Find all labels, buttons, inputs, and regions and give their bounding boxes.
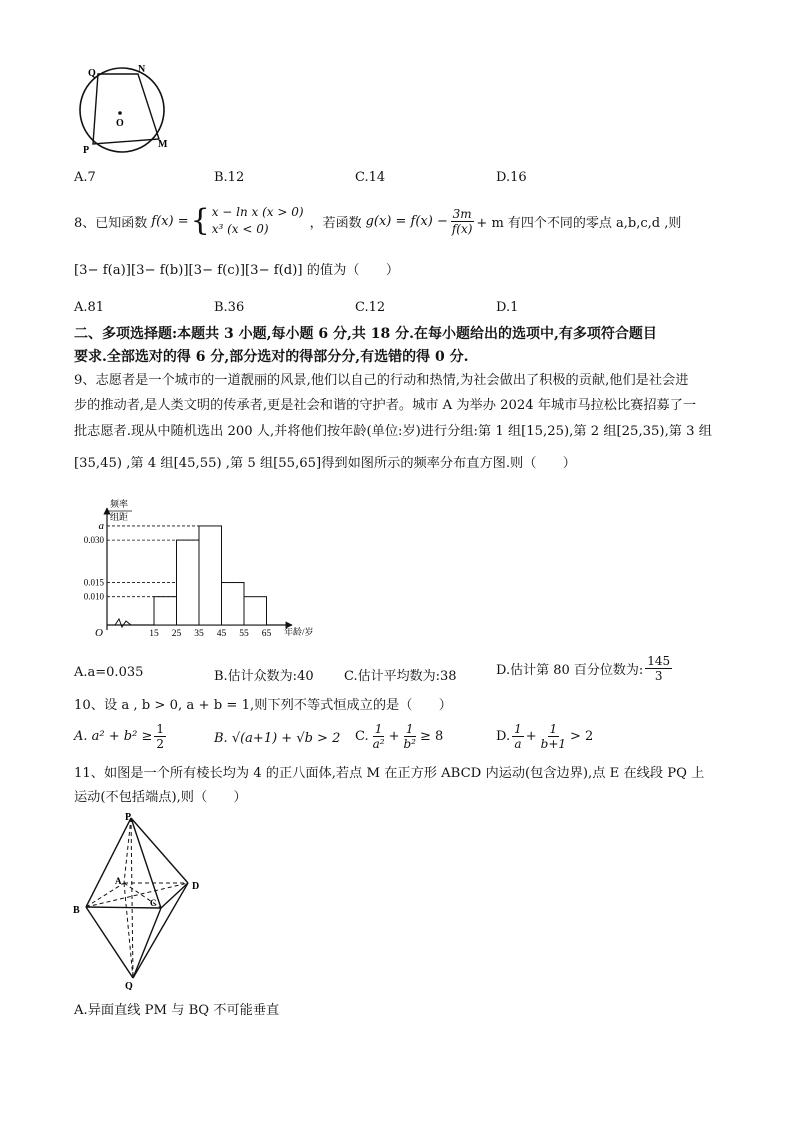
- label-n: N: [138, 64, 146, 75]
- q8-option-d: D.1: [496, 300, 519, 315]
- q8-stem: [74, 203, 681, 239]
- y-label-top: 频率: [110, 499, 129, 509]
- label-d: D: [192, 881, 200, 892]
- x-tick-label: 55: [239, 629, 249, 639]
- q10-a-text: A. a² + b² ≥: [74, 729, 153, 744]
- q10-d-n2: 1: [549, 722, 558, 736]
- q9-option-b: B.估计众数为:40: [214, 669, 314, 684]
- label-q: Q: [88, 68, 96, 79]
- x-tick-label: 65: [261, 629, 272, 639]
- q10-c-n2: 1: [405, 722, 414, 736]
- histogram-bar: [177, 540, 200, 625]
- q10-a-den: 2: [156, 737, 164, 751]
- histogram-bar: [222, 583, 245, 625]
- q8-mid: ，若函数: [309, 215, 362, 231]
- q10-c-post: ≥ 8: [420, 729, 444, 744]
- q10-option-d: D. $\frac{1}{a}$ + $\frac{1}{b+1}$ > 2: [496, 722, 594, 751]
- q7-option-b: B.12: [214, 170, 245, 185]
- q9-line4: [35,45) ,第 4 组[45,55) ,第 5 组[55,65]得到如图所示的频率分布直方图.则（ ）: [74, 456, 576, 471]
- q10-d-post: > 2: [570, 729, 594, 744]
- q7-option-d: D.16: [496, 170, 527, 185]
- q8-line2: [3− f(a)][3− f(b)][3− f(c)][3− f(d)] 的值为（ ）: [74, 263, 400, 278]
- x-tick-label: 25: [171, 629, 182, 639]
- q8-case2: x³ (x < 0): [211, 222, 269, 236]
- octahedron-figure: [70, 810, 220, 990]
- q11-option-a: A.异面直线 PM 与 BQ 不可能垂直: [74, 1003, 280, 1018]
- q8-gx: g(x) = f(x) −: [365, 213, 448, 229]
- section2-line1: 二、多项选择题:本题共 3 小题,每小题 6 分,共 18 分.在每小题给出的选项中,有多项符合题目: [74, 326, 657, 342]
- q8-case1: x − ln x (x > 0): [211, 205, 304, 219]
- q9-line3: 批志愿者.现从中随机选出 200 人,并将他们按年龄(单位:岁)进行分组:第 1 组[15,25),第 2 组[25,35),第 3 组: [74, 424, 712, 439]
- histogram-bar: [154, 597, 177, 625]
- q8-fx: f(x) =: [151, 213, 189, 229]
- frequency-histogram: [70, 490, 320, 645]
- axis-break: [107, 619, 131, 627]
- q8-piecewise: [212, 204, 304, 238]
- q9-option-d-text: D.估计第 80 百分位数为:: [496, 663, 644, 678]
- label-a: A: [115, 876, 122, 886]
- q10-c-d2: b²: [403, 737, 416, 751]
- label-c: C: [150, 898, 157, 908]
- q10-option-b: B. √(a+1) + √b > 2: [214, 731, 341, 746]
- q10-d-frac2: [539, 722, 568, 751]
- quadrilateral: [93, 74, 159, 144]
- x-label: 年龄/岁: [284, 627, 314, 637]
- q10-a-num: 1: [156, 722, 164, 736]
- q8-option-a: A.81: [74, 300, 105, 315]
- label-q: Q: [125, 981, 133, 990]
- label-o: O: [116, 118, 124, 129]
- q7-option-a: A.7: [74, 170, 96, 185]
- q9-line2: 步的推动者,是人类文明的传承者,更是社会和谐的守护者。城市 A 为举办 2024 年城市马拉松比赛招募了一: [74, 398, 697, 413]
- q10-d-pre: D.: [496, 729, 511, 744]
- y-tick-label: a: [98, 519, 104, 532]
- q10-d-d2: b+1: [540, 737, 567, 751]
- label-p: P: [125, 812, 132, 823]
- q10-c-d1: a²: [372, 737, 385, 751]
- q9-option-d-fraction: [645, 654, 672, 683]
- q11-line1: 11、如图是一个所有棱长均为 4 的正八面体,若点 M 在正方形 ABCD 内运动(包含边界),点 E 在线段 PQ 上: [74, 766, 705, 781]
- q10-c-frac2: [402, 722, 419, 751]
- q10-a-fraction: [154, 722, 166, 751]
- q9-d-den: 3: [654, 669, 663, 683]
- y-tick-label: 0.010: [83, 591, 104, 602]
- q8-frac-num: 3m: [452, 206, 472, 221]
- q10-option-a: [74, 722, 168, 751]
- q7-option-c: C.14: [355, 170, 386, 185]
- label-m: M: [158, 139, 168, 150]
- q8-prefix: 8、已知函数: [74, 215, 148, 231]
- q9-option-d: [496, 654, 674, 683]
- q8-option-b: B.36: [214, 300, 245, 315]
- label-b: B: [73, 905, 80, 916]
- q10-d-frac1: [512, 722, 524, 751]
- y-tick-label: 0.030: [83, 535, 104, 546]
- q9-d-num: 145: [647, 654, 671, 668]
- histogram-bar: [244, 597, 267, 625]
- section2-line2: 要求.全部选对的得 6 分,部分选对的得部分分,有选错的得 0 分.: [74, 349, 469, 365]
- q8-frac-den: f(x): [451, 221, 473, 236]
- q10-c-pre: C.: [355, 729, 369, 744]
- center-point: [118, 111, 122, 115]
- origin-label: O: [95, 627, 103, 639]
- x-tick-label: 35: [194, 629, 204, 639]
- y-label-bottom: 组距: [110, 512, 129, 522]
- q10-stem: 10、设 a , b > 0, a + b = 1,则下列不等式恒成立的是（ ）: [74, 698, 452, 713]
- q8-fraction: [450, 207, 475, 236]
- q8-option-c: C.12: [355, 300, 386, 315]
- q10-c-n1: 1: [374, 722, 383, 736]
- q9-line1: 9、志愿者是一个城市的一道靓丽的风景,他们以自己的行动和热情,为社会做出了积极的贡献,他们是社会进: [74, 373, 689, 388]
- q10-d-n1: 1: [514, 722, 522, 736]
- q10-option-c: C. $\frac{1}{\text{a²}}$ + $\frac{1}{\text{b²}}$ ≥ 8: [355, 722, 444, 751]
- label-p: P: [83, 145, 90, 156]
- x-tick-label: 15: [149, 629, 159, 639]
- x-tick-label: 45: [216, 629, 227, 639]
- y-tick-label: 0.015: [83, 577, 104, 588]
- q8-tail: + m 有四个不同的零点 a,b,c,d ,则: [476, 215, 682, 231]
- q10-c-frac1: [371, 722, 387, 751]
- q9-option-a: A.a=0.035: [74, 665, 144, 680]
- q9-option-c: C.估计平均数为:38: [344, 669, 457, 684]
- circle-quadrilateral-figure: [70, 60, 190, 165]
- q11-line2: 运动(不包括端点),则（ ）: [74, 790, 247, 805]
- q10-d-d1: a: [514, 737, 522, 751]
- histogram-bar: [199, 526, 222, 625]
- brace-icon: {: [190, 203, 210, 238]
